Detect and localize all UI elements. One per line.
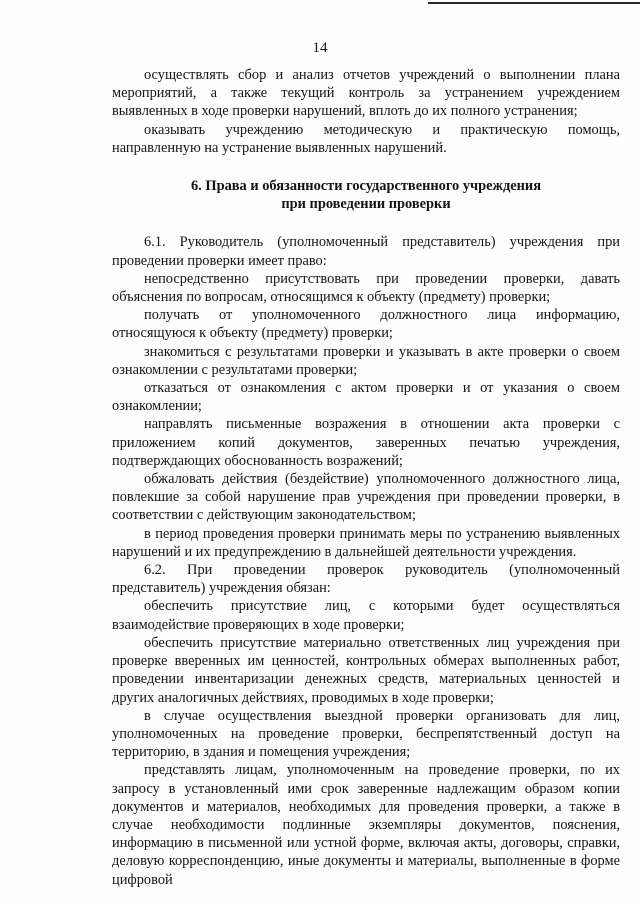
paragraph: обеспечить присутствие материально ответственных лиц учреждения при проверке вверенных им ценностей, контрольных обмерах выполненных работ, проведении инвентаризации денежных средств, материальных ценностей и других аналогичных действиях, проводимых в ходе проверки;: [112, 634, 620, 706]
paragraph: обжаловать действия (бездействие) уполномоченного должностного лица, повлекшие за собой нарушение прав учреждения при проведении проверки, в соответствии с действующим законодательством;: [112, 471, 620, 524]
section-heading: [112, 177, 620, 213]
paragraph: осуществлять сбор и анализ отчетов учреждений о выполнении плана мероприятий, а также текущий контроль за устранением учреждением выявленных в ходе проверки нарушений, вплоть до их полного устранения;: [112, 67, 620, 120]
paragraph: в период проведения проверки принимать меры по устранению выявленных нарушений и их предупреждению в дальнейшей деятельности учреждения.: [112, 525, 620, 560]
paragraph: 6.2. При проведении проверок руководитель (уполномоченный представитель) учреждения обязан:: [112, 562, 620, 597]
section-heading-line: при проведении проверки: [281, 196, 451, 213]
paragraph: отказаться от ознакомления с актом проверки и от указания о своем ознакомлении;: [112, 380, 620, 415]
paragraph: знакомиться с результатами проверки и указывать в акте проверки о своем ознакомлении с результатами проверки;: [112, 343, 620, 378]
paragraph: направлять письменные возражения в отношении акта проверки с приложением копий документов, заверенных печатью учреждения, подтверждающих обоснованность возражений;: [112, 416, 620, 469]
paragraph: получать от уполномоченного должностного лица информацию, относящуюся к объекту (предмету) проверки;: [112, 307, 620, 342]
paragraph: в случае осуществления выездной проверки организовать для лиц, уполномоченных на проведение проверки, беспрепятственный доступ на территорию, в здания и помещения учреждения;: [112, 707, 620, 761]
section-heading-line: 6. Права и обязанности государственного учреждения: [190, 178, 542, 195]
paragraph: оказывать учреждению методическую и практическую помощь, направленную на устранение выявленных нарушений.: [112, 121, 620, 156]
page-number: 14: [312, 40, 328, 56]
paragraph: 6.1. Руководитель (уполномоченный представитель) учреждения при проведении проверки имеет право:: [112, 234, 620, 269]
scan-edge-line: [428, 2, 640, 4]
paragraph: обеспечить присутствие лиц, с которыми будет осуществляться взаимодействие проверяющих в ходе проверки;: [112, 598, 620, 633]
paragraph: представлять лицам, уполномоченным на проведение проверки, по их запросу в установленный ими срок заверенные надлежащим образом копии документов и материалов, необходимых для проведения проверки, а также в случае необходимости подлинные экземпляры документов, пояснения, информацию в письменной или устной форме, включая акты, договоры, справки, деловую корреспонденцию, иные документы и материалы, выполненные в форме цифровой: [112, 762, 620, 888]
document-body: [112, 66, 620, 889]
paragraph: непосредственно присутствовать при проведении проверки, давать объяснения по вопросам, относящимся к объекту (предмету) проверки;: [112, 270, 620, 306]
